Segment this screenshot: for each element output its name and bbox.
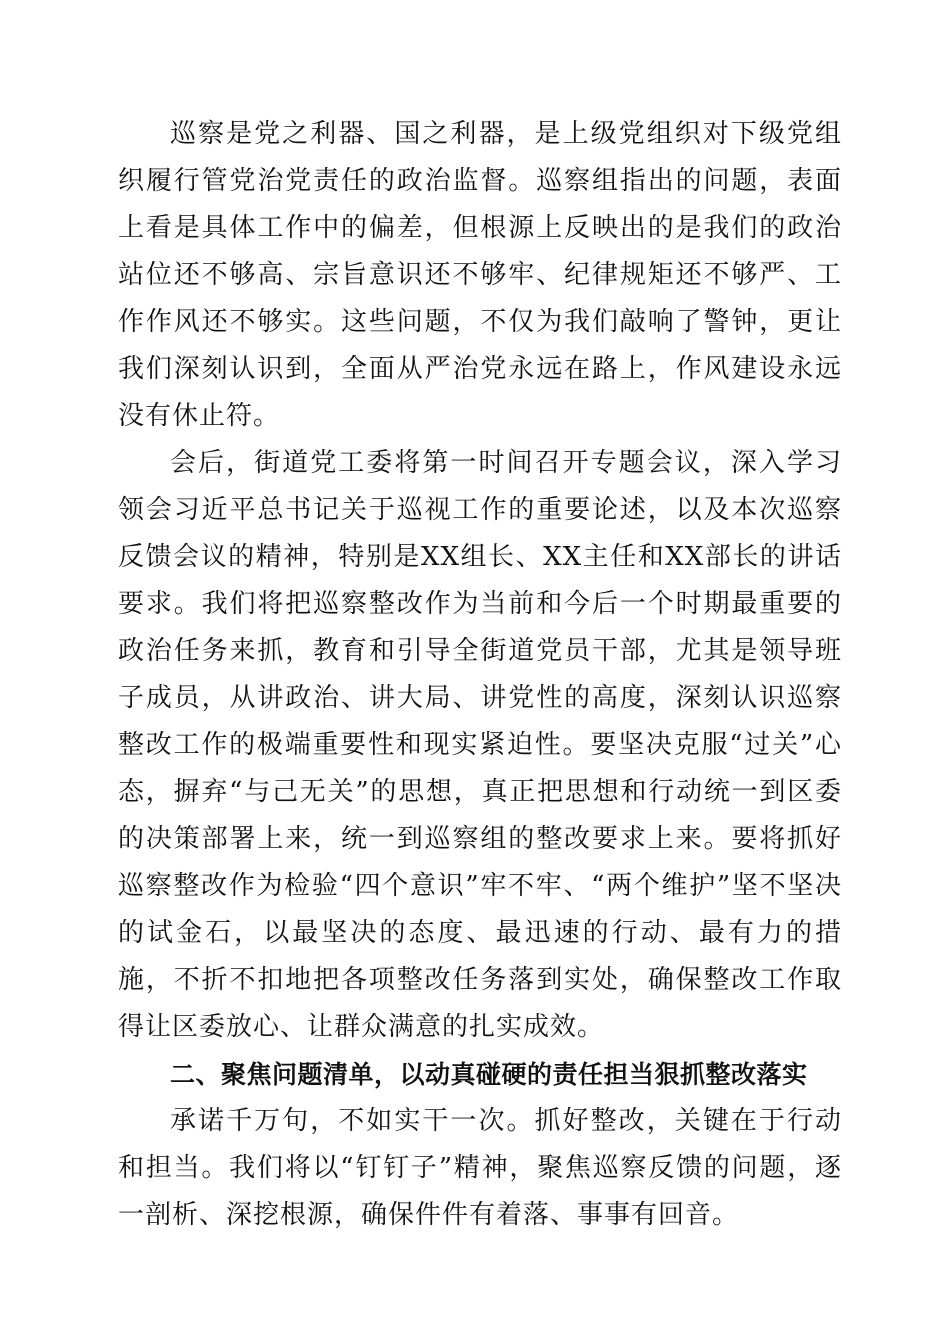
paragraph-inspection-significance: 巡察是党之利器、国之利器，是上级党组织对下级党组织履行管党治党责任的政治监督。巡察组指出的问题，表面上看是具体工作中的偏差，但根源上反映出的是我们的政治站位还不够高、宗旨意识还不够牢、纪律规矩还不够严、工作作风还不够实。这些问题，不仅为我们敲响了警钟，更让我们深刻认识到，全面从严治党永远在路上，作风建设永远没有休止符。 (118, 119, 842, 431)
paragraph-after-meeting: 会后，街道党工委将第一时间召开专题会议，深入学习领会习近平总书记关于巡视工作的重要论述，以及本次巡察反馈会议的精神，特别是XX组长、XX主任和XX部长的讲话要求。我们将把巡察整改作为当前和今后一个时期最重要的政治任务来抓，教育和引导全街道党员干部，尤其是领导班子成员，从讲政治、讲大局、讲党性的高度，深刻认识巡察整改工作的极端重要性和现实紧迫性。要坚决克服“过关”心态，摒弃“与己无关”的思想，真正把思想和行动统一到区委的决策部署上来，统一到巡察组的整改要求上来。要将抓好巡察整改作为检验“四个意识”牢不牢、“两个维护”坚不坚决的试金石，以最坚决的态度、最迅速的行动、最有力的措施，不折不扣地把各项整改任务落到实处，确保整改工作取得让区委放心、让群众满意的扎实成效。 (118, 448, 842, 1042)
paragraph-commitment: 承诺千万句，不如实干一次。抓好整改，关键在于行动和担当。我们将以“钉钉子”精神，聚焦巡察反馈的问题，逐一剖析、深挖根源，确保件件有着落、事事有回音。 (118, 1106, 842, 1230)
section-heading-two: 二、聚焦问题清单，以动真碰硬的责任担当狠抓整改落实 (170, 1060, 808, 1089)
document-body (118, 111, 842, 1239)
